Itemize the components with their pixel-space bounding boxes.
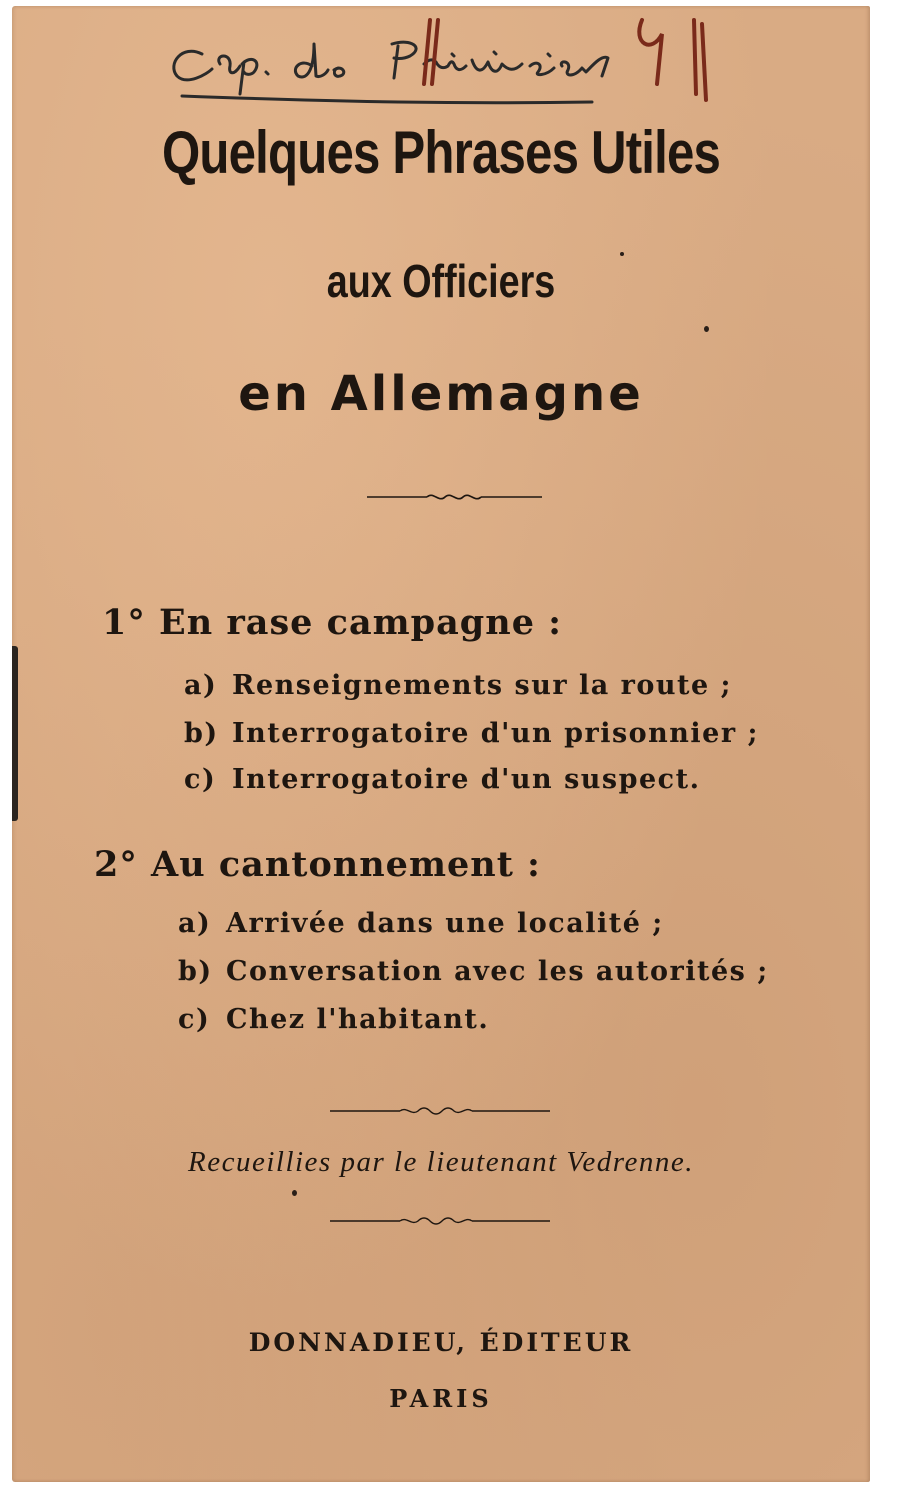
publisher-city: PARIS [389, 1384, 493, 1413]
item-text: Interrogatoire d'un prisonnier ; [232, 718, 759, 749]
item-mark: c) [178, 1004, 211, 1035]
list-item [178, 908, 664, 939]
list-item [184, 670, 732, 701]
paper-speck [292, 1190, 297, 1196]
paper-speck [704, 326, 709, 332]
staple-binding [12, 646, 18, 821]
list-item [184, 764, 701, 795]
booklet-cover [12, 6, 870, 1482]
cover-subtitle-line1: aux Officiers [326, 255, 556, 307]
section-heading-text: Au cantonnement : [151, 844, 541, 885]
cover-title: Quelques Phrases Utiles [161, 119, 721, 186]
cover-subtitle-line2: en Allemagne [238, 366, 644, 422]
publisher-name: DONNADIEU, ÉDITEUR [248, 1328, 634, 1357]
ornamental-divider [330, 1214, 550, 1228]
list-item [178, 1004, 489, 1035]
item-text: Arrivée dans une localité ; [226, 908, 664, 939]
list-item [184, 718, 759, 749]
handwritten-inscription [162, 14, 762, 114]
item-text: Interrogatoire d'un suspect. [232, 764, 701, 795]
item-mark: a) [178, 908, 212, 939]
ornamental-divider [330, 1104, 550, 1118]
section-heading-campagne [102, 602, 562, 643]
item-mark: a) [184, 670, 218, 701]
section-heading-text: En rase campagne : [159, 602, 563, 643]
item-text: Renseignements sur la route ; [232, 670, 733, 701]
compiler-credit: Recueillies par le lieutenant Vedrenne. [188, 1146, 694, 1178]
item-text: Conversation avec les autorités ; [226, 956, 769, 987]
section-number: 1° [102, 602, 146, 643]
item-mark: b) [178, 956, 213, 987]
section-heading-cantonnement [94, 844, 541, 885]
section-number: 2° [94, 844, 138, 885]
list-item [178, 956, 769, 987]
ornamental-divider [367, 490, 542, 504]
item-text: Chez l'habitant. [226, 1004, 490, 1035]
item-mark: b) [184, 718, 219, 749]
item-mark: c) [184, 764, 217, 795]
paper-speck [620, 252, 624, 256]
